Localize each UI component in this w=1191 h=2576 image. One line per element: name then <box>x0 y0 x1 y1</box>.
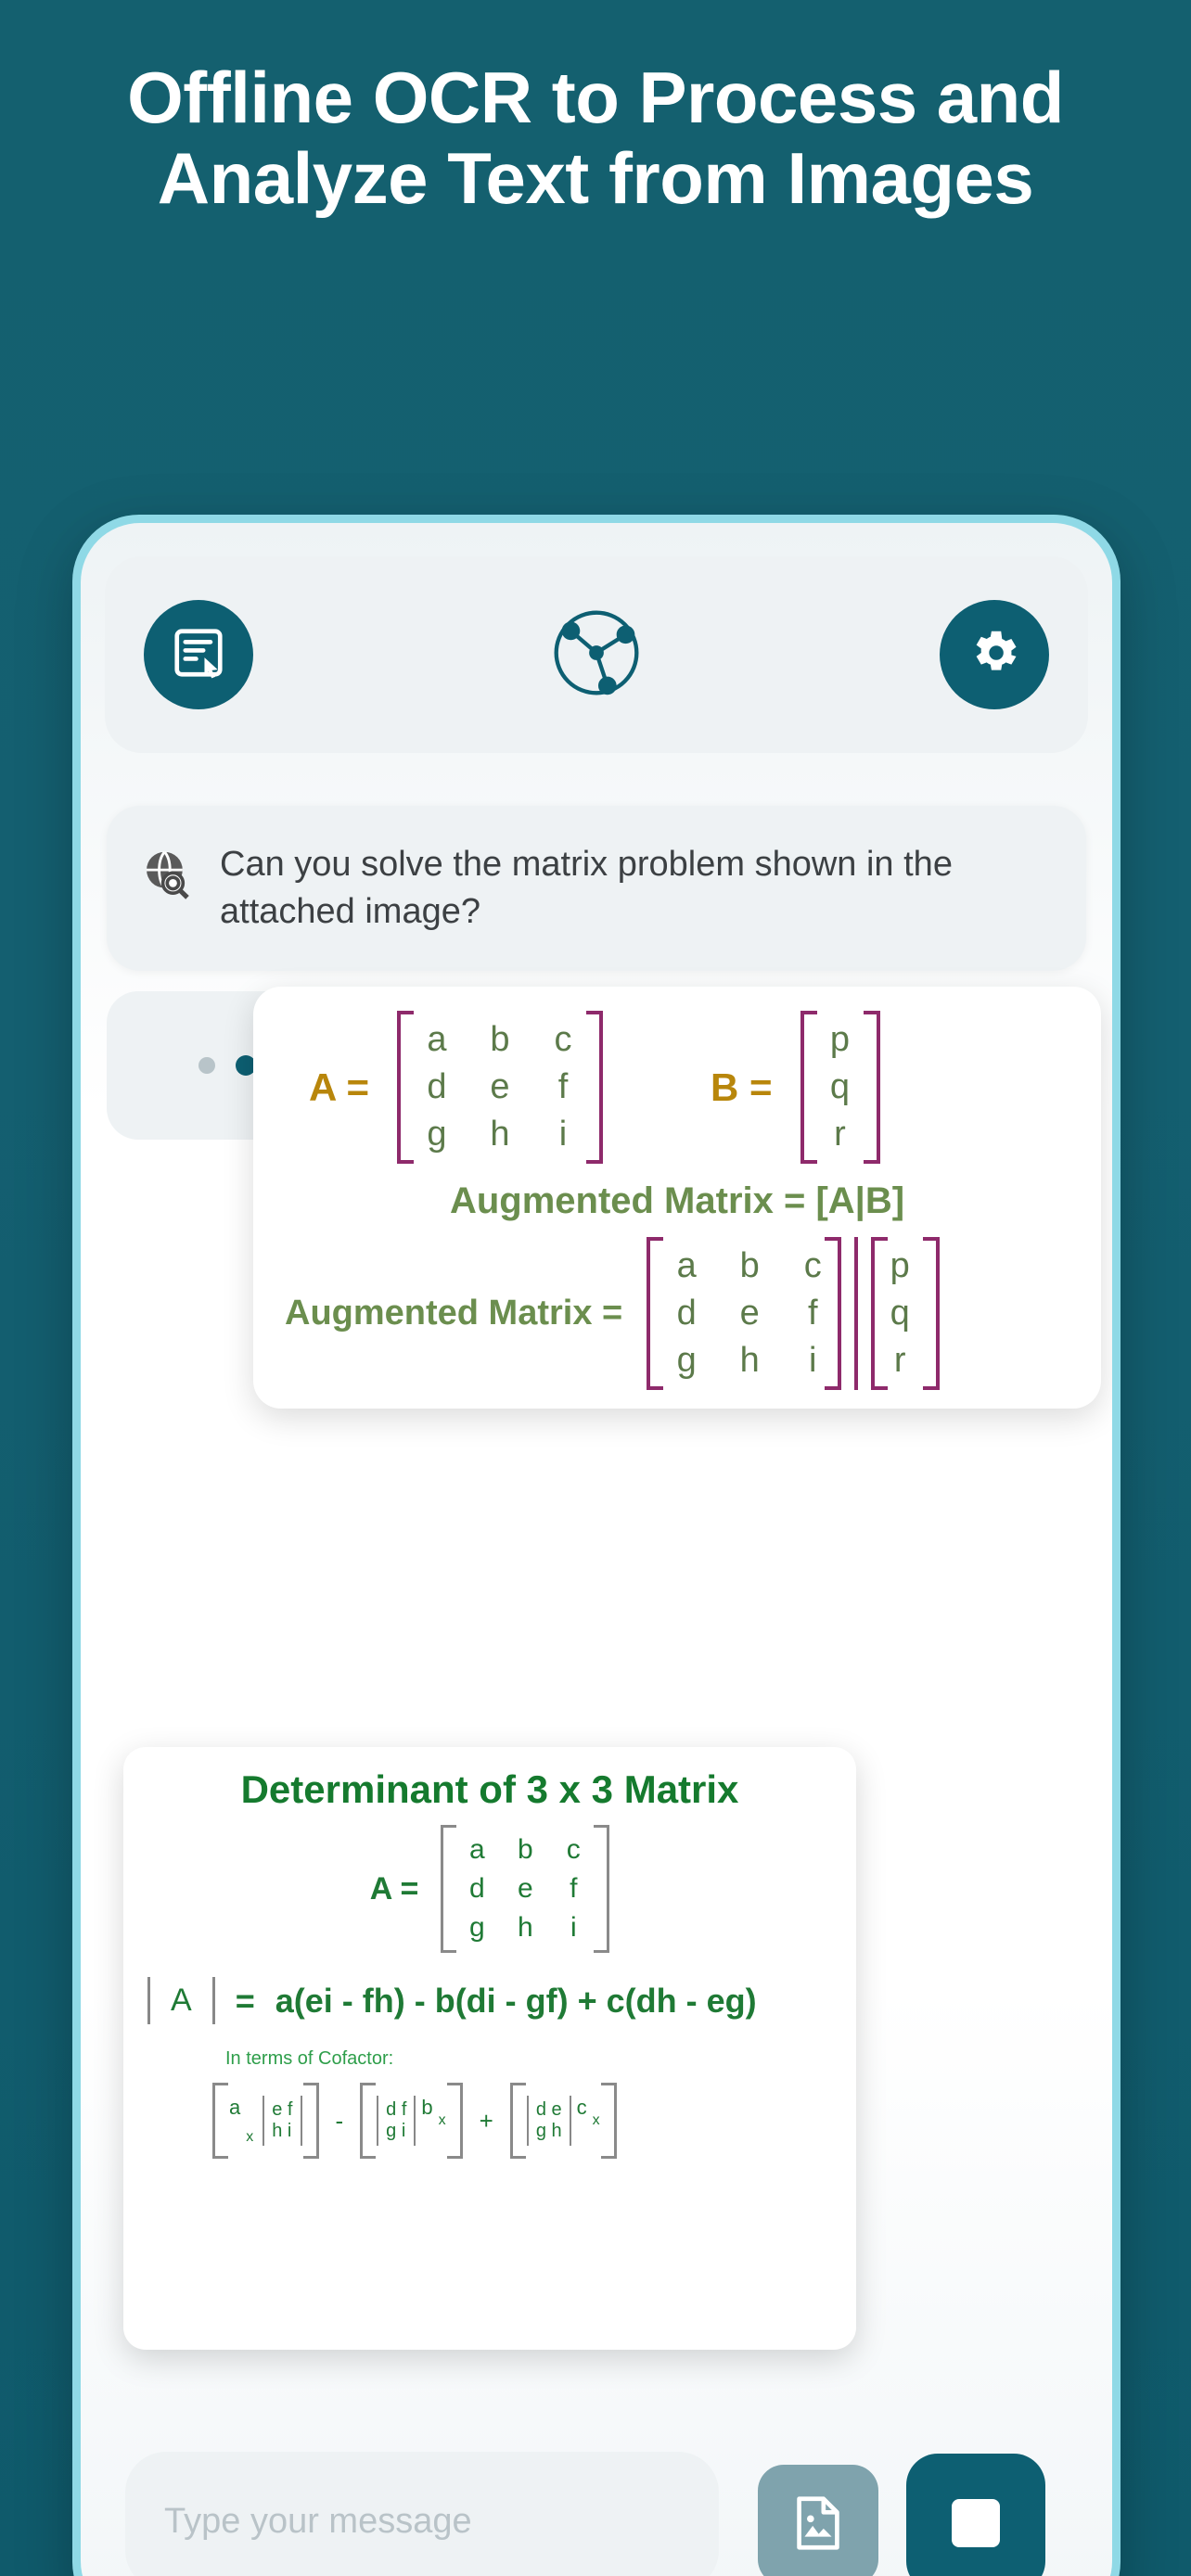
minor-row: h i <box>272 2121 292 2141</box>
matrix-cell: d <box>468 1873 485 1904</box>
cofactor-operator: x <box>246 2129 254 2145</box>
augmented-matrix-right <box>871 1237 940 1390</box>
augmented-matrix-left <box>647 1237 841 1390</box>
matrix-cell: c <box>554 1020 572 1059</box>
augmented-divider <box>854 1237 858 1390</box>
phone-frame <box>72 515 1121 2576</box>
matrix-b <box>800 1011 880 1164</box>
minor-row: g h <box>535 2121 562 2141</box>
attached-image-card-upper[interactable] <box>253 987 1101 1409</box>
matrix-cell: c <box>803 1246 822 1285</box>
determinant-matrix <box>441 1825 609 1953</box>
matrix-cell: r <box>893 1341 906 1380</box>
matrix-cell: d <box>676 1294 697 1333</box>
app-screen <box>81 523 1112 2576</box>
message-input-placeholder: Type your message <box>164 2501 472 2541</box>
matrix-cell: r <box>834 1115 846 1154</box>
app-logo <box>538 594 655 716</box>
cofactor-term-3 <box>510 2083 617 2159</box>
augmented-label: Augmented Matrix = <box>285 1294 623 1333</box>
app-toolbar <box>105 556 1088 753</box>
cofactor-operator: x <box>438 2112 446 2128</box>
matrix-cell: h <box>517 1912 533 1943</box>
matrix-a <box>397 1011 603 1164</box>
attached-image-card-lower[interactable] <box>123 1747 856 2350</box>
cofactor-note: In terms of Cofactor: <box>225 2048 394 2069</box>
matrix-cell: e <box>517 1873 533 1904</box>
matrix-b-label: B = <box>710 1065 773 1109</box>
attach-image-button[interactable] <box>758 2465 878 2576</box>
document-scan-icon <box>170 624 227 686</box>
minor-row: e f <box>272 2099 293 2120</box>
cofactor-coefficient: c <box>576 2096 587 2119</box>
matrix-cell: i <box>558 1115 568 1154</box>
matrix-cell: b <box>517 1834 533 1865</box>
matrix-cell: h <box>739 1341 760 1380</box>
cofactor-term-2 <box>360 2083 463 2159</box>
matrix-cell: g <box>468 1912 485 1943</box>
matrix-cell: g <box>427 1115 447 1154</box>
cofactor-sign: - <box>335 2106 344 2135</box>
minor-row: d f <box>386 2099 407 2120</box>
cofactor-coefficient: a <box>229 2096 241 2119</box>
settings-button[interactable] <box>940 600 1049 709</box>
matrix-cell: i <box>570 1912 577 1943</box>
page-title: Offline OCR to Process and Analyze Text from Images <box>127 57 1064 220</box>
matrix-cell: f <box>557 1067 569 1106</box>
cofactor-coefficient: b <box>421 2096 433 2119</box>
globe-search-icon <box>138 845 196 907</box>
image-attach-icon <box>786 2491 851 2560</box>
matrix-cell: b <box>490 1020 510 1059</box>
typing-dot <box>198 1057 215 1074</box>
matrix-cell: e <box>490 1067 510 1106</box>
matrix-cell: h <box>490 1115 510 1154</box>
message-input[interactable] <box>125 2452 719 2576</box>
matrix-cell: a <box>676 1246 697 1285</box>
determinant-bars: A <box>147 1977 215 2024</box>
matrix-cell: a <box>468 1834 485 1865</box>
augmented-equation: Augmented Matrix = [A|B] <box>449 1180 905 1221</box>
user-message-bubble <box>107 806 1086 971</box>
determinant-title: Determinant of 3 x 3 Matrix <box>240 1767 739 1811</box>
determinant-equals: = <box>235 1981 255 2020</box>
determinant-matrix-label: A = <box>369 1870 419 1906</box>
minor-row: g i <box>386 2121 406 2141</box>
matrix-cell: f <box>807 1294 818 1333</box>
network-graph-logo <box>538 594 655 716</box>
document-scan-button[interactable] <box>144 600 253 709</box>
matrix-cell: c <box>566 1834 581 1865</box>
minor-row: d e <box>535 2099 562 2120</box>
gear-icon <box>966 624 1023 686</box>
matrix-cell: a <box>427 1020 447 1059</box>
matrix-cell: p <box>829 1020 851 1059</box>
matrix-cell: e <box>739 1294 760 1333</box>
user-message-text: Can you solve the matrix problem shown in the attached image? <box>220 845 953 931</box>
matrix-a-label: A = <box>309 1065 369 1109</box>
matrix-cell: f <box>570 1873 578 1904</box>
matrix-cell: i <box>809 1341 817 1380</box>
stop-square-icon <box>952 2499 1000 2547</box>
matrix-cell: p <box>890 1246 910 1285</box>
cofactor-operator: x <box>592 2112 600 2128</box>
matrix-cell: q <box>890 1294 910 1333</box>
cofactor-term-1 <box>212 2083 319 2159</box>
matrix-cell: g <box>676 1341 697 1380</box>
cofactor-sign: + <box>479 2106 493 2135</box>
matrix-cell: q <box>829 1067 851 1106</box>
matrix-cell: d <box>427 1067 447 1106</box>
stop-button[interactable] <box>906 2454 1045 2576</box>
matrix-cell: b <box>739 1246 760 1285</box>
determinant-expression: a(ei - fh) - b(di - gf) + c(dh - eg) <box>275 1981 757 2020</box>
